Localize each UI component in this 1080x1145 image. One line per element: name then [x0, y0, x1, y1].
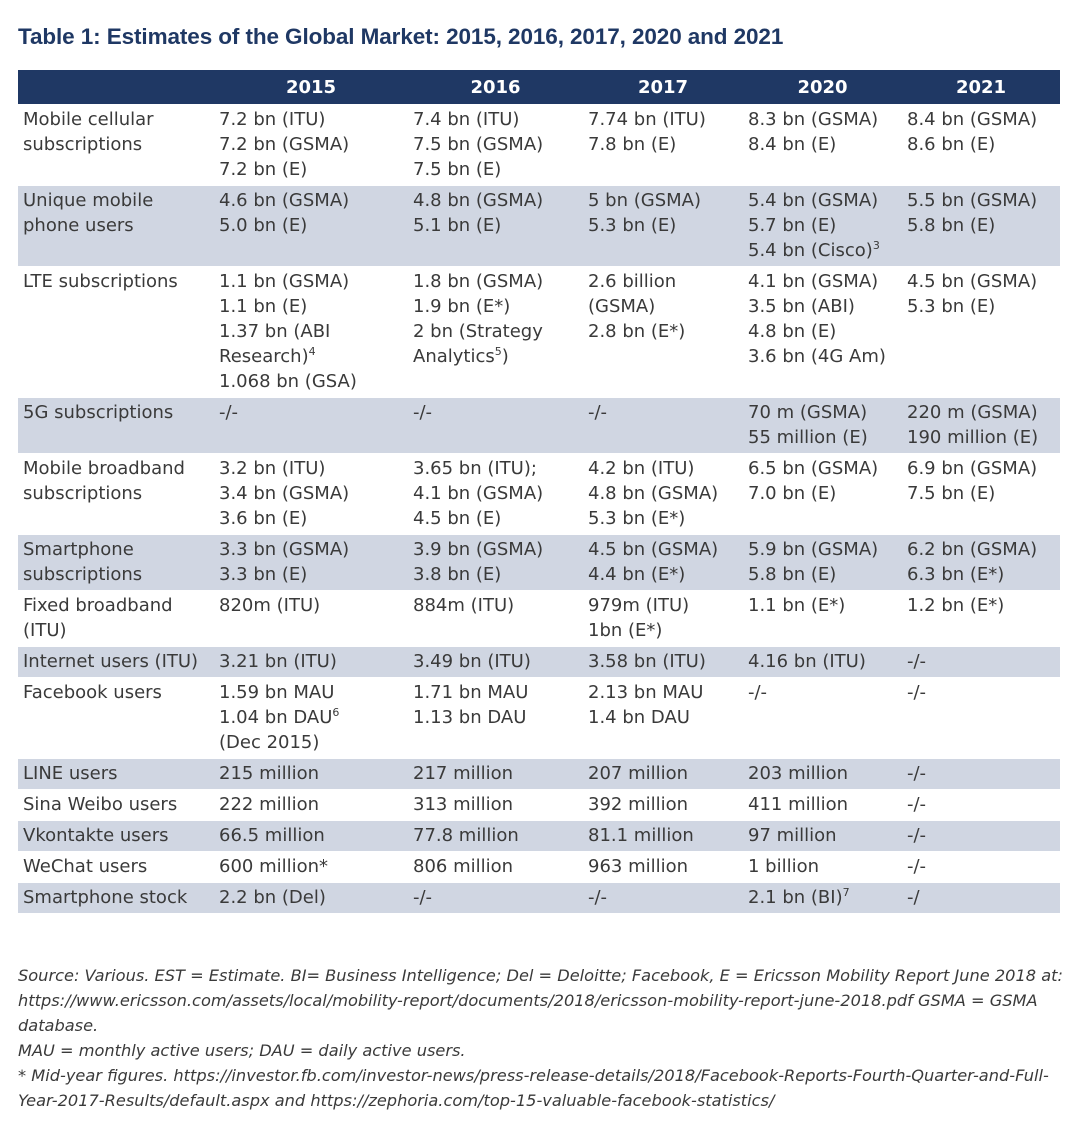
cell-line: 4.5 bn (GSMA)	[907, 271, 1038, 292]
row-label-line: subscriptions	[23, 564, 143, 585]
cell-line: 81.1 million	[588, 825, 694, 846]
cell-line: 5 bn (GSMA)	[588, 190, 701, 211]
cell-line: 217 million	[413, 763, 514, 784]
cell-line: 7.5 bn (GSMA)	[413, 134, 544, 155]
cell-line: -/-	[219, 402, 239, 423]
cell-line: 7.2 bn (E)	[219, 159, 308, 180]
cell-line: 4.2 bn (ITU)	[588, 458, 695, 479]
table-cell	[902, 535, 1060, 591]
row-label	[18, 535, 214, 591]
cell-line: 215 million	[219, 763, 320, 784]
cell-line: 220 m (GSMA)	[907, 402, 1038, 423]
cell-line: 4.8 bn (GSMA)	[413, 190, 544, 211]
table-cell	[902, 186, 1060, 267]
table-row	[18, 759, 1060, 790]
table-cell	[408, 454, 583, 535]
cell-line: 97 million	[748, 825, 837, 846]
cell-line: 3.4 bn (GSMA)	[219, 483, 350, 504]
mid-year-note: * Mid-year figures. https://investor.fb.com/investor-news/press-release-details/2018/Facebook-Reports-Fourth-Quarter-and-Full-Year-2017-Results/default.aspx and https://zephoria.com/top-15-valuable-facebook-statistics/	[18, 1066, 1049, 1110]
row-label-line: WeChat users	[23, 856, 148, 877]
cell-line: 4.5 bn (E)	[413, 508, 502, 529]
cell-line: 3.49 bn (ITU)	[413, 651, 531, 672]
cell-line: 5.3 bn (E)	[907, 296, 996, 317]
cell-line: 1.1 bn (GSMA)	[219, 271, 350, 292]
row-label	[18, 105, 214, 186]
cell-line	[748, 885, 902, 910]
cell-text: Research)	[219, 346, 309, 367]
table-title: Table 1: Estimates of the Global Market: 2015, 2016, 2017, 2020 and 2021	[18, 24, 784, 49]
cell-line	[748, 238, 902, 263]
table-cell	[743, 883, 902, 914]
table-cell	[743, 647, 902, 678]
row-label	[18, 678, 214, 759]
cell-line: -/-	[413, 402, 433, 423]
cell-line: (GSMA)	[588, 296, 656, 317]
cell-line: 7.2 bn (ITU)	[219, 109, 326, 130]
table-cell	[583, 821, 743, 852]
row-label	[18, 821, 214, 852]
cell-line: -/-	[588, 402, 608, 423]
cell-line: -/-	[588, 887, 608, 908]
row-label	[18, 398, 214, 454]
footnote-marker: 5	[494, 345, 502, 358]
table-cell	[214, 821, 408, 852]
cell-line: 55 million (E)	[748, 427, 868, 448]
cell-line: 5.8 bn (E)	[907, 215, 996, 236]
table-row	[18, 591, 1060, 647]
table-row	[18, 398, 1060, 454]
cell-line: 963 million	[588, 856, 689, 877]
cell-line: 1.1 bn (E)	[219, 296, 308, 317]
cell-line: 190 million (E)	[907, 427, 1039, 448]
table-cell	[214, 267, 408, 398]
cell-line: 8.3 bn (GSMA)	[748, 109, 879, 130]
cell-line: -/-	[907, 794, 927, 815]
table-cell	[583, 535, 743, 591]
cell-line: 2.6 billion	[588, 271, 677, 292]
cell-line: 392 million	[588, 794, 689, 815]
table-cell	[408, 647, 583, 678]
cell-line: 600 million*	[219, 856, 329, 877]
table-cell	[214, 790, 408, 821]
table-cell	[743, 454, 902, 535]
cell-line: 7.5 bn (E)	[413, 159, 502, 180]
cell-line: -/-	[748, 682, 768, 703]
header-cell-2015: 2015	[214, 70, 408, 105]
cell-line: 3.3 bn (GSMA)	[219, 539, 350, 560]
table-cell	[583, 790, 743, 821]
cell-line: 7.8 bn (E)	[588, 134, 677, 155]
table-cell	[743, 852, 902, 883]
table-row	[18, 267, 1060, 398]
table-cell	[902, 852, 1060, 883]
cell-line: 7.5 bn (E)	[907, 483, 996, 504]
row-label-line: Internet users (ITU)	[23, 651, 199, 672]
table-cell	[743, 105, 902, 186]
cell-line: 1.59 bn MAU	[219, 682, 335, 703]
table-header-row	[18, 70, 1060, 105]
row-label-line: phone users	[23, 215, 134, 236]
cell-text: 2.1 bn (BI)	[748, 887, 843, 908]
table-cell	[902, 821, 1060, 852]
source-note: Source: Various. EST = Estimate. BI= Business Intelligence; Del = Deloitte; Facebook, E = Ericsson Mobility Report June 2018 at: https://www.ericsson.com/assets/local/mobility-report/documents/2018/ericsson-mobility-report-june-2018.pdf GSMA = GSMA database.	[18, 966, 1063, 1035]
row-label	[18, 883, 214, 914]
table-cell	[902, 105, 1060, 186]
cell-line: 1.9 bn (E*)	[413, 296, 511, 317]
row-label-line: LTE subscriptions	[23, 271, 178, 292]
table-cell	[902, 883, 1060, 914]
table-cell	[902, 647, 1060, 678]
cell-text: Analytics	[413, 346, 495, 367]
row-label-line: Sina Weibo users	[23, 794, 178, 815]
cell-line: 2.8 bn (E*)	[588, 321, 686, 342]
row-label-line: Mobile broadband	[23, 458, 185, 479]
row-label	[18, 759, 214, 790]
cell-line: 3.21 bn (ITU)	[219, 651, 337, 672]
table-row	[18, 852, 1060, 883]
table-cell	[743, 821, 902, 852]
table-cell	[583, 678, 743, 759]
cell-line: 5.3 bn (E*)	[588, 508, 686, 529]
table-cell	[214, 883, 408, 914]
table-cell	[408, 186, 583, 267]
table-row	[18, 186, 1060, 267]
table-row	[18, 790, 1060, 821]
market-estimates-table	[18, 70, 1060, 913]
cell-line: 6.9 bn (GSMA)	[907, 458, 1038, 479]
cell-line: 3.8 bn (E)	[413, 564, 502, 585]
table-cell	[214, 105, 408, 186]
row-label-line: Vkontakte users	[23, 825, 169, 846]
table-cell	[583, 398, 743, 454]
table-cell	[214, 591, 408, 647]
cell-line: 7.74 bn (ITU)	[588, 109, 706, 130]
cell-line: 66.5 million	[219, 825, 325, 846]
cell-line: (Dec 2015)	[219, 732, 320, 753]
cell-line: -/-	[907, 682, 927, 703]
table-cell	[214, 454, 408, 535]
cell-line: 5.4 bn (GSMA)	[748, 190, 879, 211]
table-cell	[743, 591, 902, 647]
footnote-marker: 7	[842, 886, 850, 899]
table-cell	[743, 186, 902, 267]
header-cell-2020: 2020	[743, 70, 902, 105]
footnote-marker: 4	[308, 345, 316, 358]
cell-line: 979m (ITU)	[588, 595, 690, 616]
footnote-marker: 6	[332, 706, 340, 719]
table-cell	[214, 647, 408, 678]
table-cell	[408, 398, 583, 454]
cell-line: 1bn (E*)	[588, 620, 663, 641]
table-cell	[214, 678, 408, 759]
cell-line: 4.6 bn (GSMA)	[219, 190, 350, 211]
table-cell	[408, 790, 583, 821]
table-row	[18, 105, 1060, 186]
cell-line: -/-	[413, 887, 433, 908]
table-cell	[902, 678, 1060, 759]
table-row	[18, 821, 1060, 852]
table-cell	[902, 759, 1060, 790]
table-cell	[743, 267, 902, 398]
table-cell	[408, 105, 583, 186]
cell-line: 3.9 bn (GSMA)	[413, 539, 544, 560]
cell-line: 1.2 bn (E*)	[907, 595, 1005, 616]
cell-line: 4.5 bn (GSMA)	[588, 539, 719, 560]
cell-line: 820m (ITU)	[219, 595, 321, 616]
table-cell	[583, 267, 743, 398]
table-cell	[408, 535, 583, 591]
cell-line	[413, 344, 583, 369]
row-label-line: Smartphone	[23, 539, 134, 560]
cell-line: 5.1 bn (E)	[413, 215, 502, 236]
table-cell	[902, 591, 1060, 647]
row-label	[18, 186, 214, 267]
table-cell	[583, 454, 743, 535]
cell-line: 7.2 bn (GSMA)	[219, 134, 350, 155]
table-cell	[408, 883, 583, 914]
table-cell	[408, 852, 583, 883]
cell-line: 8.4 bn (GSMA)	[907, 109, 1038, 130]
cell-line: -/-	[907, 651, 927, 672]
cell-line: 5.0 bn (E)	[219, 215, 308, 236]
table-cell	[902, 267, 1060, 398]
cell-line: -/	[907, 887, 920, 908]
row-label-line: subscriptions	[23, 134, 143, 155]
cell-line: 1.37 bn (ABI	[219, 321, 331, 342]
row-label-line: Fixed broadband	[23, 595, 173, 616]
table-cell	[902, 790, 1060, 821]
cell-line: 5.5 bn (GSMA)	[907, 190, 1038, 211]
table-cell	[743, 398, 902, 454]
row-label-line: Smartphone stock	[23, 887, 188, 908]
cell-line: 70 m (GSMA)	[748, 402, 868, 423]
cell-line	[219, 344, 408, 369]
table-cell	[583, 759, 743, 790]
cell-line: 4.16 bn (ITU)	[748, 651, 866, 672]
table-cell	[583, 186, 743, 267]
row-label-line: Mobile cellular	[23, 109, 154, 130]
table-row	[18, 454, 1060, 535]
cell-line	[219, 705, 408, 730]
cell-line: 2.13 bn MAU	[588, 682, 704, 703]
row-label-line: subscriptions	[23, 483, 143, 504]
cell-line: 3.65 bn (ITU);	[413, 458, 537, 479]
cell-line: 7.0 bn (E)	[748, 483, 837, 504]
cell-line: 4.1 bn (GSMA)	[413, 483, 544, 504]
row-label	[18, 591, 214, 647]
cell-line: 3.2 bn (ITU)	[219, 458, 326, 479]
cell-line: 5.7 bn (E)	[748, 215, 837, 236]
row-label-line: (ITU)	[23, 620, 67, 641]
row-label	[18, 454, 214, 535]
table-row	[18, 678, 1060, 759]
cell-line: 222 million	[219, 794, 320, 815]
cell-line: 3.5 bn (ABI)	[748, 296, 855, 317]
cell-line: 203 million	[748, 763, 849, 784]
row-label-line: 5G subscriptions	[23, 402, 174, 423]
table-cell	[902, 398, 1060, 454]
table-cell	[408, 759, 583, 790]
cell-text: 1.04 bn DAU	[219, 707, 333, 728]
cell-line: 4.4 bn (E*)	[588, 564, 686, 585]
row-label	[18, 852, 214, 883]
source-notes	[18, 963, 1068, 1113]
row-label	[18, 647, 214, 678]
cell-line: 4.8 bn (GSMA)	[588, 483, 719, 504]
cell-line: 3.3 bn (E)	[219, 564, 308, 585]
cell-line: 207 million	[588, 763, 689, 784]
cell-line: 3.6 bn (E)	[219, 508, 308, 529]
table-cell	[408, 267, 583, 398]
cell-line: 5.9 bn (GSMA)	[748, 539, 879, 560]
cell-line: 2.2 bn (Del)	[219, 887, 326, 908]
table-cell	[743, 678, 902, 759]
cell-line: 411 million	[748, 794, 849, 815]
cell-line: 1 billion	[748, 856, 820, 877]
table-cell	[902, 454, 1060, 535]
cell-line: 1.8 bn (GSMA)	[413, 271, 544, 292]
table-cell	[408, 678, 583, 759]
cell-line: 8.4 bn (E)	[748, 134, 837, 155]
cell-line: 2 bn (Strategy	[413, 321, 543, 342]
cell-line: 8.6 bn (E)	[907, 134, 996, 155]
cell-line: 6.3 bn (E*)	[907, 564, 1005, 585]
cell-line: 6.5 bn (GSMA)	[748, 458, 879, 479]
cell-line: 884m (ITU)	[413, 595, 515, 616]
row-label-line: Facebook users	[23, 682, 162, 703]
cell-line: 4.8 bn (E)	[748, 321, 837, 342]
table-cell	[214, 759, 408, 790]
table-cell	[214, 398, 408, 454]
row-label	[18, 790, 214, 821]
table-body	[18, 105, 1060, 914]
cell-line: 806 million	[413, 856, 514, 877]
table-cell	[583, 105, 743, 186]
header-cell-2021: 2021	[902, 70, 1060, 105]
table-row	[18, 535, 1060, 591]
row-label	[18, 267, 214, 398]
table-cell	[408, 821, 583, 852]
cell-line: -/-	[907, 763, 927, 784]
cell-line: 5.3 bn (E)	[588, 215, 677, 236]
cell-line: 3.6 bn (4G Am)	[748, 346, 886, 367]
cell-text: 5.4 bn (Cisco)	[748, 240, 873, 261]
table-cell	[214, 535, 408, 591]
cell-line: 5.8 bn (E)	[748, 564, 837, 585]
cell-line: 1.13 bn DAU	[413, 707, 527, 728]
footnote-marker: 3	[872, 239, 880, 252]
table-cell	[583, 852, 743, 883]
table-cell	[583, 883, 743, 914]
header-cell-2017: 2017	[583, 70, 743, 105]
row-label-line: Unique mobile	[23, 190, 154, 211]
cell-text-suffix: )	[501, 346, 509, 367]
table-row	[18, 647, 1060, 678]
cell-line: 313 million	[413, 794, 514, 815]
cell-line: -/-	[907, 825, 927, 846]
cell-line: -/-	[907, 856, 927, 877]
table-row	[18, 883, 1060, 914]
table-cell	[583, 591, 743, 647]
cell-line: 4.1 bn (GSMA)	[748, 271, 879, 292]
cell-line: 1.068 bn (GSA)	[219, 371, 357, 392]
table-cell	[214, 186, 408, 267]
table-cell	[743, 759, 902, 790]
table-cell	[214, 852, 408, 883]
cell-line: 3.58 bn (ITU)	[588, 651, 706, 672]
table-cell	[408, 591, 583, 647]
row-label-line: LINE users	[23, 763, 118, 784]
table-cell	[743, 535, 902, 591]
cell-line: 77.8 million	[413, 825, 519, 846]
cell-line: 6.2 bn (GSMA)	[907, 539, 1038, 560]
cell-line: 1.4 bn DAU	[588, 707, 690, 728]
cell-line: 1.71 bn MAU	[413, 682, 529, 703]
header-cell-2016: 2016	[408, 70, 583, 105]
table-cell	[743, 790, 902, 821]
abbreviation-note: MAU = monthly active users; DAU = daily active users.	[18, 1041, 466, 1060]
table-cell	[583, 647, 743, 678]
cell-line: 1.1 bn (E*)	[748, 595, 846, 616]
header-cell-label	[18, 70, 214, 105]
cell-line: 7.4 bn (ITU)	[413, 109, 520, 130]
